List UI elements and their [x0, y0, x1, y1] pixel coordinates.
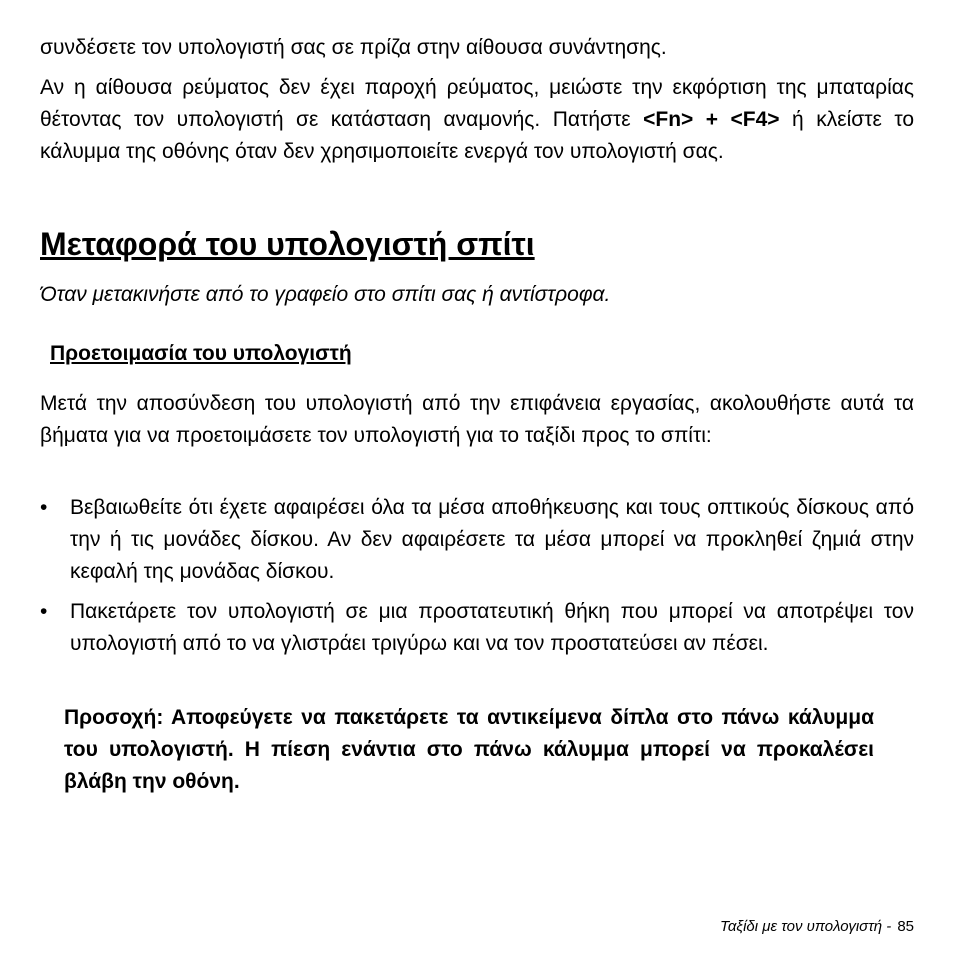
- paragraph-intro: Μετά την αποσύνδεση του υπολογιστή από την επιφάνεια εργασίας, ακολουθήστε αυτά τα βήματα για να προετοιμάσετε τον υπολογιστή για το ταξίδι προς το σπίτι:: [40, 392, 914, 447]
- footer-chapter: Ταξίδι με τον υπολογιστή -: [720, 918, 892, 935]
- paragraph-text: Αν η αίθουσα ρεύματος δεν έχει παροχή ρεύματος, μειώστε την εκφόρτιση της μπαταρίας θέτοντας τον υπολογιστή σε κατάσταση αναμονής. Πατήστε: [40, 76, 914, 131]
- bullet-icon: •: [40, 600, 48, 623]
- paragraph-continuation: συνδέσετε τον υπολογιστή σας σε πρίζα στην αίθουσα συνάντησης.: [40, 36, 667, 59]
- list-item: [40, 596, 914, 660]
- paragraph-power-saving: [40, 72, 914, 168]
- key-f4: <F4>: [730, 108, 780, 131]
- paragraph-text: ή κλείστε το κάλυμμα της οθόνης όταν δεν χρησιμοποιείτε ενεργά τον υπολογιστή σας.: [40, 108, 915, 163]
- bullet-list: [40, 596, 914, 660]
- section-title: Μεταφορά του υπολογιστή σπίτι: [40, 226, 535, 262]
- caution-note: Προσοχή: Αποφεύγετε να πακετάρετε τα αντικείμενα δίπλα στο πάνω κάλυμμα του υπολογιστή. Η πίεση ενάντια στο πάνω κάλυμμα μπορεί να προκαλέσει βλάβη την οθόνη.: [64, 706, 874, 793]
- bullet-icon: •: [40, 496, 48, 519]
- list-item-text: Βεβαιωθείτε ότι έχετε αφαιρέσει όλα τα μέσα αποθήκευσης και τους οπτικούς δίσκους από την ή τις μονάδες δίσκου. Αν δεν αφαιρέσετε τα μέσα μπορεί να προκληθεί ζημιά στην κεφαλή της μονάδας δίσκου.: [70, 496, 914, 583]
- key-fn: <Fn>: [643, 108, 694, 131]
- section-subtitle: Όταν μετακινήστε από το γραφείο στο σπίτι σας ή αντίστροφα.: [40, 283, 611, 306]
- subsection-title: Προετοιμασία του υπολογιστή: [50, 342, 352, 365]
- page-footer: [720, 917, 914, 937]
- page-number: 85: [897, 918, 914, 935]
- list-item-text: Πακετάρετε τον υπολογιστή σε μια προστατευτική θήκη που μπορεί να αποτρέψει τον υπολογιστή από το να γλιστράει τριγύρω και να τον προστατεύσει αν πέσει.: [70, 600, 914, 655]
- plus-sign: +: [693, 108, 731, 131]
- bullet-list: [40, 492, 914, 588]
- list-item: [40, 492, 914, 588]
